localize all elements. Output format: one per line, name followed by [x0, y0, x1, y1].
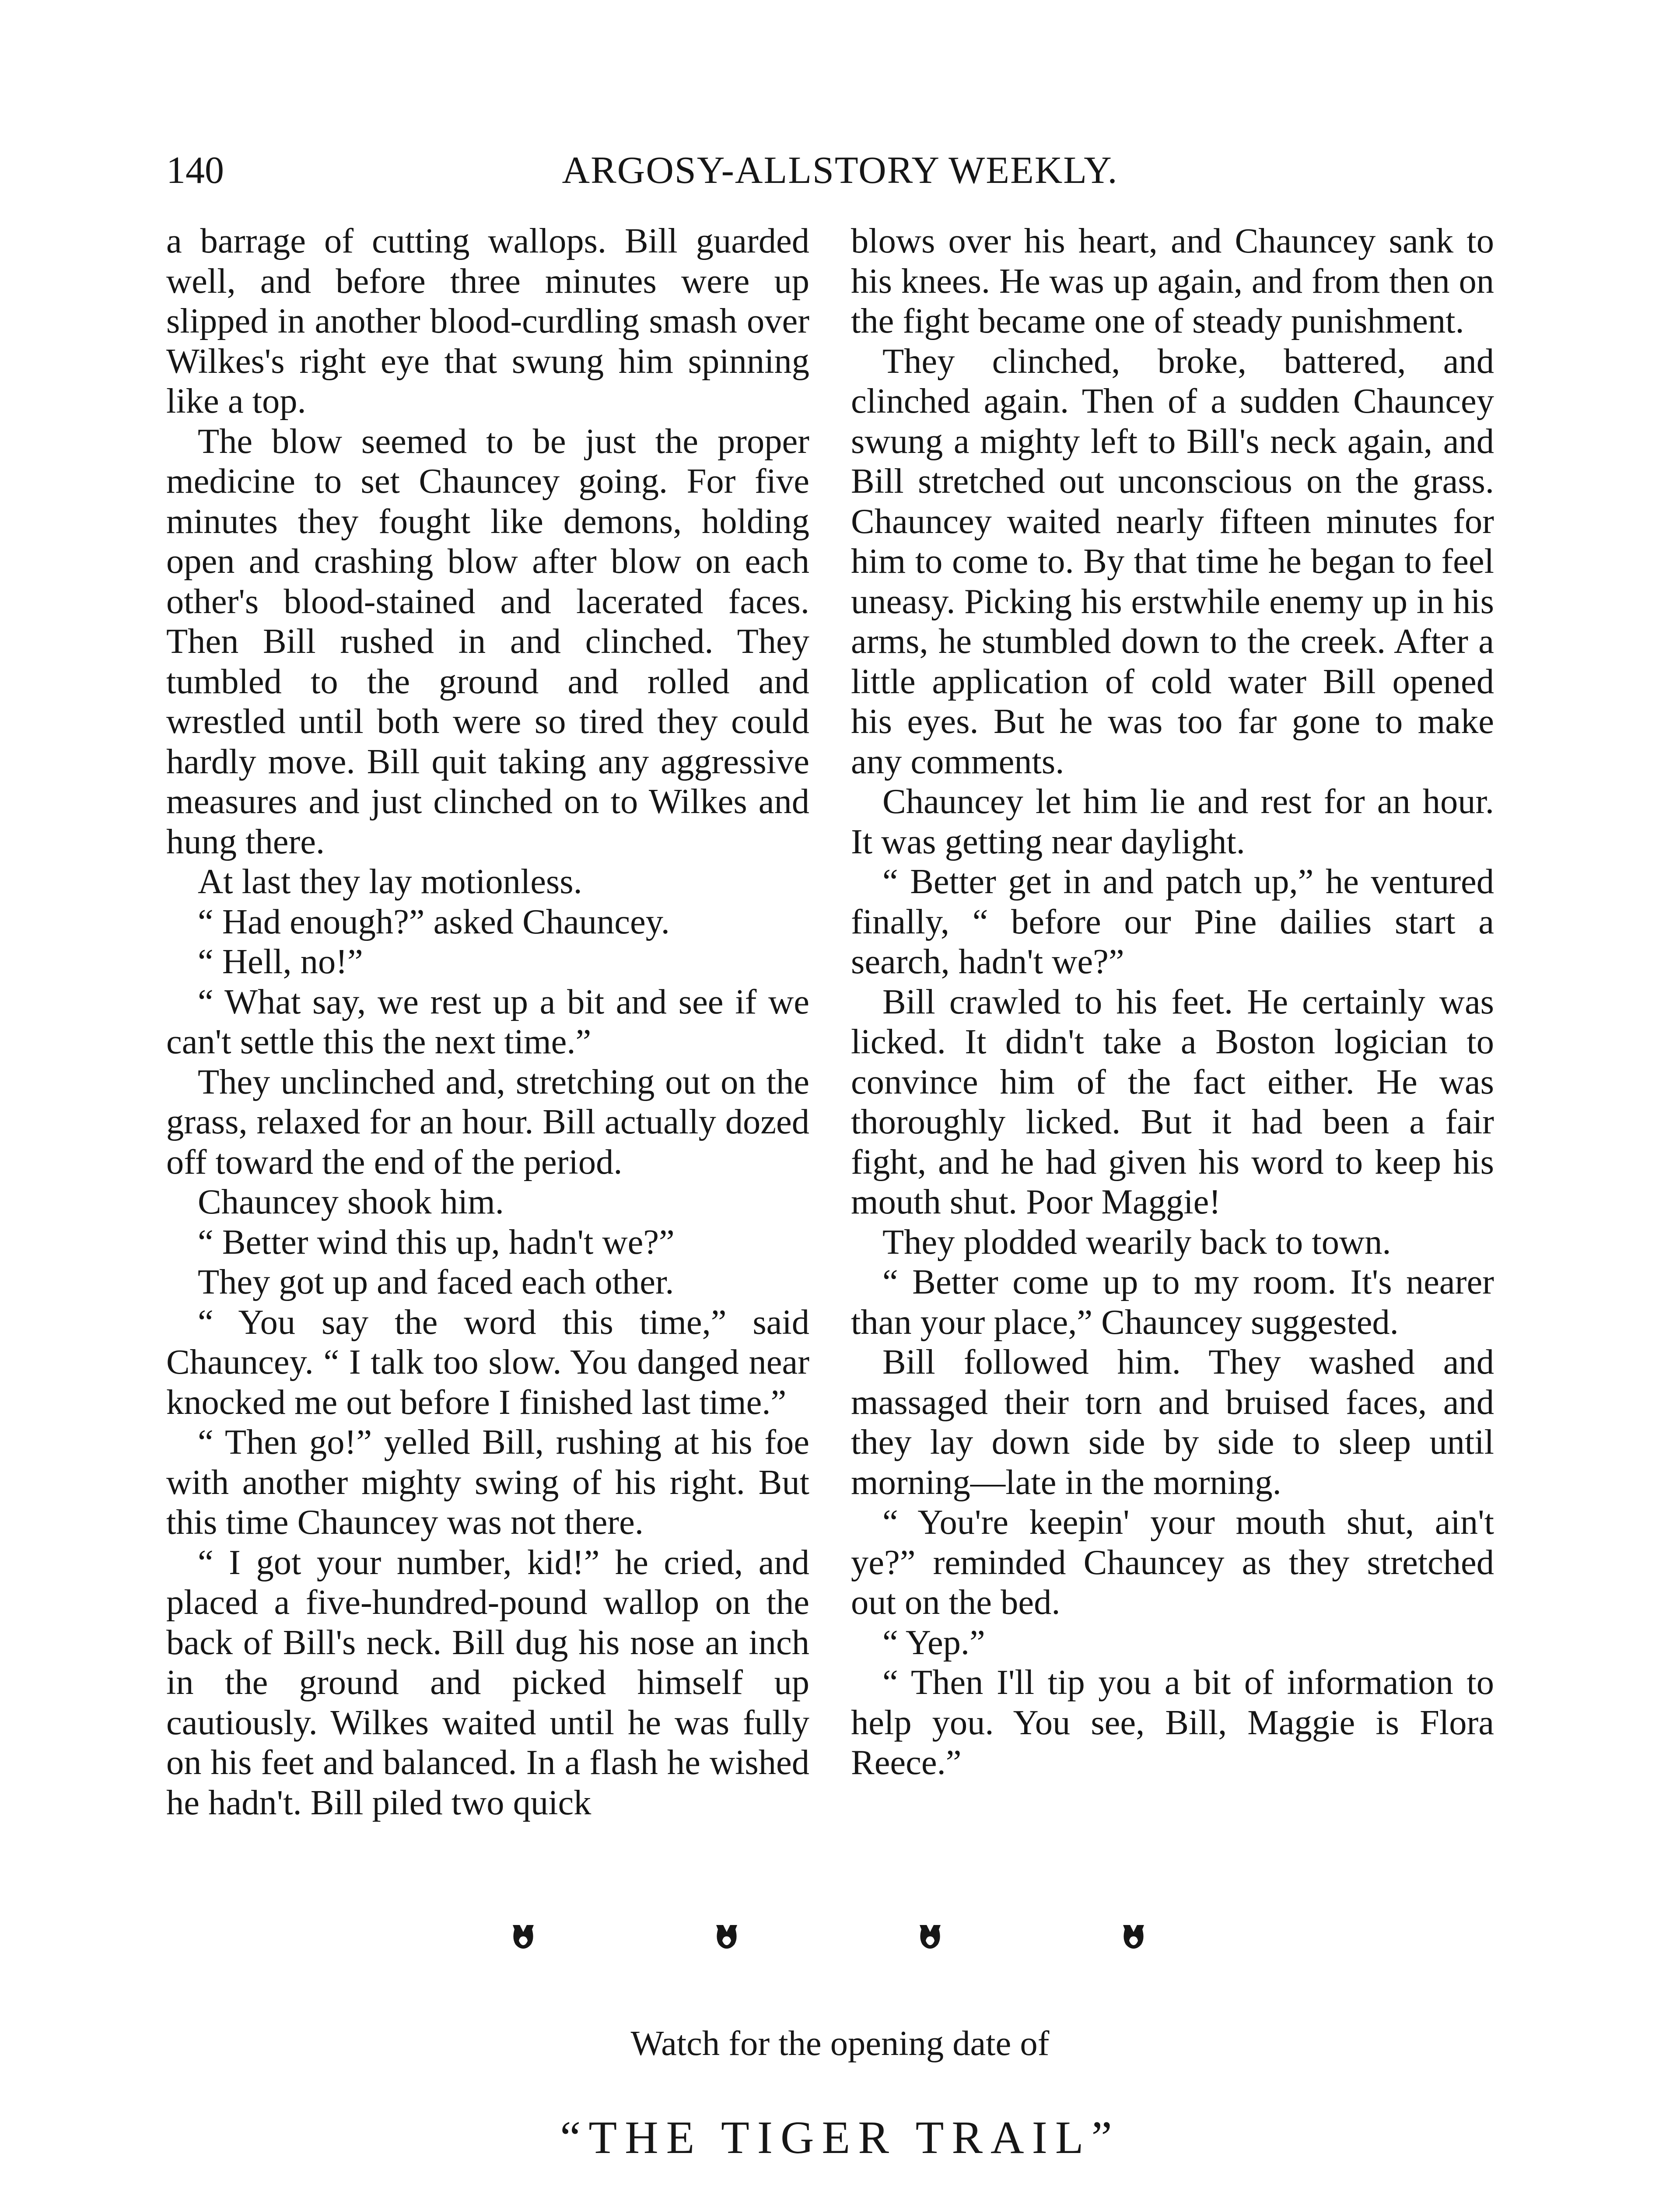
ornament-icon — [919, 1923, 942, 1950]
paragraph: “ You say the word this time,” said Chauncey. “ I talk too slow. You danged near knocked me out before I finished last time.” — [166, 1302, 809, 1422]
page-header — [166, 144, 1514, 197]
paragraph: Chauncey shook him. — [198, 1182, 504, 1221]
paragraph: a barrage of cutting wallops. Bill guarded well, and before three minutes were up slipped in another blood-curdling smash over Wilkes's right eye that swung him spinning like a top. — [166, 221, 809, 421]
notice-lead: Watch for the opening date of — [630, 2024, 1050, 2063]
paragraph: blows over his heart, and Chauncey sank to his knees. He was up again, and from then on the fight became one of steady punishment. — [851, 221, 1494, 340]
paragraph: “ Better come up to my room. It's nearer than your place,” Chauncey suggested. — [851, 1262, 1494, 1342]
paragraph: They got up and faced each other. — [198, 1262, 674, 1301]
paragraph: “ Then go!” yelled Bill, rushing at his foe with another mighty swing of his right. But this time Chauncey was not there. — [166, 1423, 809, 1542]
left-column — [166, 221, 809, 1823]
paragraph: “ Yep.” — [882, 1623, 985, 1662]
paragraph: The blow seemed to be just the proper medicine to set Chauncey going. For five minutes they fought like demons, holding open and crashing blow after blow on each other's blood-stained and lacerated faces. Then Bill rushed in and clinched. They tumbled to the ground and rolled and wrestled until both were so tired they could hardly move. Bill quit taking any aggressive measures and just clinched on to Wilkes and hung there. — [166, 421, 809, 861]
paragraph: Chauncey let him lie and rest for an hour. It was getting near daylight. — [851, 782, 1494, 861]
paragraph: “ What say, we rest up a bit and see if we can't settle this the next time.” — [166, 982, 809, 1061]
paragraph: “ Had enough?” asked Chauncey. — [198, 902, 670, 941]
paragraph: “ I got your number, kid!” he cried, and placed a five-hundred-pound wallop on the back of Bill's neck. Bill dug his nose an inch in the ground and picked himself up cautiously. Wilkes waited until he was fully on his feet and balanced. In a flash he wished he hadn't. Bill piled two quick — [166, 1543, 809, 1822]
paragraph: “ Better wind this up, hadn't we?” — [198, 1222, 675, 1262]
ornament-icon — [512, 1923, 535, 1950]
ornament-icon — [715, 1923, 738, 1950]
paragraph: “ You're keepin' your mouth shut, ain't ye?” reminded Chauncey as they stretched out on the bed. — [851, 1503, 1494, 1622]
paragraph: They clinched, broke, battered, and clinched again. Then of a sudden Chauncey swung a mighty left to Bill's neck again, and Bill stretched out unconscious on the grass. Chauncey waited nearly fifteen minutes for him to come to. By that time he began to feel uneasy. Picking his erstwhile enemy up in his arms, he stumbled down to the creek. After a little application of cold water Bill opened his eyes. But he was too far gone to make any comments. — [851, 341, 1494, 781]
ornament-icon — [1122, 1923, 1145, 1950]
right-column — [851, 221, 1494, 1783]
paragraph: At last they lay motionless. — [198, 862, 582, 901]
paragraph: “ Better get in and patch up,” he ventured finally, “ before our Pine dailies start a search, hadn't we?” — [851, 862, 1494, 981]
paragraph: “ Hell, no!” — [198, 942, 363, 981]
paragraph: Bill crawled to his feet. He certainly was licked. It didn't take a Boston logician to convince him of the fact either. He was thoroughly licked. But it had been a fair fight, and he had given his word to keep his mouth shut. Poor Maggie! — [851, 982, 1494, 1221]
paragraph: “ Then I'll tip you a bit of information to help you. You see, Bill, Maggie is Flora Reece.” — [851, 1663, 1494, 1782]
paragraph: They unclinched and, stretching out on the grass, relaxed for an hour. Bill actually dozed off toward the end of the period. — [166, 1062, 809, 1182]
notice-title: “THE TIGER TRAIL” — [560, 2112, 1120, 2163]
paragraph: Bill followed him. They washed and massaged their torn and bruised faces, and they lay down side by side to sleep until morning—late in the morning. — [851, 1343, 1494, 1502]
ornament-row — [0, 1923, 1680, 1971]
paragraph: They plodded wearily back to town. — [882, 1222, 1391, 1262]
running-head: ARGOSY-ALLSTORY WEEKLY. — [562, 149, 1118, 192]
page-number: 140 — [166, 149, 224, 192]
